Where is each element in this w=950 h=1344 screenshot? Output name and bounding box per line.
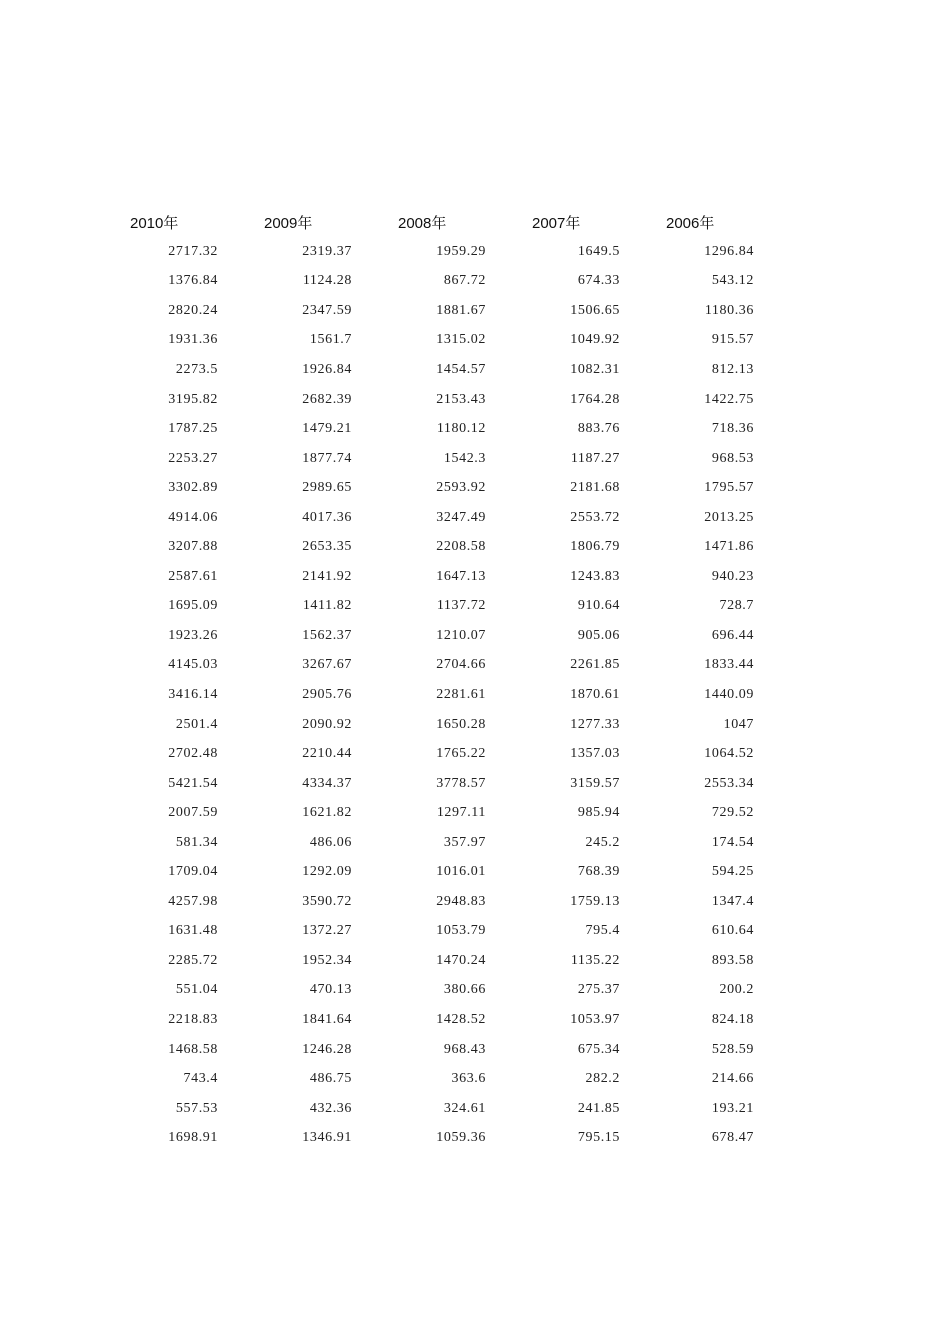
table-cell: 1881.67 [436,302,486,318]
table-cell: 357.97 [443,834,486,850]
table-cell: 910.64 [577,598,620,614]
table-row [0,651,950,681]
table-cell: 1053.97 [570,1011,620,1027]
table-cell: 470.13 [309,982,352,998]
table-cell: 812.13 [711,361,754,377]
table-cell: 795.4 [585,923,620,939]
table-cell: 5421.54 [168,775,218,791]
table-cell: 1926.84 [302,361,352,377]
table-cell: 245.2 [585,834,620,850]
table-cell: 363.6 [451,1071,486,1087]
table-row [0,739,950,769]
table-cell: 1468.58 [168,1041,218,1057]
table-cell: 1357.03 [570,746,620,762]
table-cell: 3247.49 [436,509,486,525]
table-cell: 2208.58 [436,539,486,555]
table-cell: 2820.24 [168,302,218,318]
table-cell: 193.21 [711,1100,754,1116]
table-cell: 2319.37 [302,243,352,259]
table-cell: 1124.28 [302,273,352,289]
table-cell: 2007.59 [168,805,218,821]
table-row [0,1005,950,1035]
table-row [0,1064,950,1094]
table-cell: 1440.09 [704,686,754,702]
table-cell: 1454.57 [436,361,486,377]
table-cell: 2285.72 [168,952,218,968]
table-cell: 985.94 [577,805,620,821]
table-row [0,473,950,503]
table-row [0,1035,950,1065]
table-cell: 2553.34 [704,775,754,791]
table-cell: 968.43 [443,1041,486,1057]
table-cell: 2501.4 [175,716,218,732]
table-cell: 2261.85 [570,657,620,673]
table-row [0,798,950,828]
table-cell: 1759.13 [570,893,620,909]
table-cell: 743.4 [183,1071,218,1087]
table-cell: 1470.24 [436,952,486,968]
table-cell: 3159.57 [570,775,620,791]
table-cell: 1650.28 [436,716,486,732]
table-row [0,710,950,740]
table-cell: 1059.36 [436,1130,486,1146]
table-cell: 4017.36 [302,509,352,525]
table-cell: 1631.48 [168,923,218,939]
table-cell: 678.47 [711,1130,754,1146]
table-cell: 528.59 [711,1041,754,1057]
table-cell: 2181.68 [570,480,620,496]
table-cell: 557.53 [175,1100,218,1116]
table-cell: 968.53 [711,450,754,466]
table-cell: 1372.27 [302,923,352,939]
table-cell: 1621.82 [302,805,352,821]
table-cell: 1292.09 [302,864,352,880]
table-row [0,355,950,385]
table-cell: 1376.84 [168,273,218,289]
table-cell: 4914.06 [168,509,218,525]
table-cell: 1296.84 [704,243,754,259]
table-cell: 2347.59 [302,302,352,318]
table-cell: 728.7 [719,598,754,614]
table-cell: 940.23 [711,568,754,584]
table-cell: 1315.02 [436,332,486,348]
table-cell: 3590.72 [302,893,352,909]
table-row [0,267,950,297]
header-row [0,207,950,237]
table-cell: 324.61 [443,1100,486,1116]
table-cell: 1709.04 [168,864,218,880]
column-header-2007: 2007年 [532,214,581,232]
table-body [0,237,950,1153]
table-cell: 486.06 [309,834,352,850]
table-cell: 1647.13 [436,568,486,584]
table-cell: 795.15 [577,1130,620,1146]
table-cell: 1180.12 [436,421,486,437]
table-cell: 2281.61 [436,686,486,702]
table-cell: 200.2 [719,982,754,998]
table-cell: 1833.44 [704,657,754,673]
table-row [0,503,950,533]
table-cell: 2218.83 [168,1011,218,1027]
table-row [0,857,950,887]
table-cell: 275.37 [577,982,620,998]
data-table [0,207,950,1153]
table-cell: 675.34 [577,1041,620,1057]
table-cell: 1931.36 [168,332,218,348]
table-row [0,296,950,326]
table-cell: 1082.31 [570,361,620,377]
table-cell: 4334.37 [302,775,352,791]
table-cell: 1923.26 [168,627,218,643]
table-cell: 1243.83 [570,568,620,584]
table-cell: 696.44 [711,627,754,643]
table-cell: 2153.43 [436,391,486,407]
table-cell: 2948.83 [436,893,486,909]
table-cell: 241.85 [577,1100,620,1116]
table-cell: 1765.22 [436,746,486,762]
table-row [0,976,950,1006]
table-cell: 1506.65 [570,302,620,318]
table-cell: 883.76 [577,421,620,437]
table-row [0,444,950,474]
table-cell: 1277.33 [570,716,620,732]
table-cell: 1422.75 [704,391,754,407]
table-cell: 1137.72 [436,598,486,614]
table-row [0,385,950,415]
table-cell: 1542.3 [443,450,486,466]
table-cell: 1841.64 [302,1011,352,1027]
column-header-2006: 2006年 [666,214,715,232]
table-cell: 282.2 [585,1071,620,1087]
table-cell: 674.33 [577,273,620,289]
table-cell: 1877.74 [302,450,352,466]
table-row [0,621,950,651]
table-cell: 4145.03 [168,657,218,673]
table-cell: 3302.89 [168,480,218,496]
table-cell: 1187.27 [570,450,620,466]
table-row [0,946,950,976]
table-cell: 718.36 [711,421,754,437]
table-cell: 1471.86 [704,539,754,555]
column-header-2010: 2010年 [130,214,179,232]
table-cell: 1649.5 [577,243,620,259]
table-cell: 1959.29 [436,243,486,259]
table-cell: 1870.61 [570,686,620,702]
table-cell: 2717.32 [168,243,218,259]
table-cell: 2905.76 [302,686,352,702]
table-row [0,887,950,917]
table-cell: 1795.57 [704,480,754,496]
table-cell: 2253.27 [168,450,218,466]
table-cell: 729.52 [711,805,754,821]
table-cell: 1180.36 [704,302,754,318]
table-cell: 1806.79 [570,539,620,555]
table-row [0,828,950,858]
table-cell: 867.72 [443,273,486,289]
table-cell: 581.34 [175,834,218,850]
table-cell: 1246.28 [302,1041,352,1057]
table-cell: 2682.39 [302,391,352,407]
table-row [0,917,950,947]
table-cell: 2210.44 [302,746,352,762]
table-cell: 2593.92 [436,480,486,496]
table-cell: 2989.65 [302,480,352,496]
table-row [0,414,950,444]
table-cell: 905.06 [577,627,620,643]
table-row [0,562,950,592]
table-cell: 1297.11 [436,805,486,821]
table-cell: 1698.91 [168,1130,218,1146]
table-cell: 3778.57 [436,775,486,791]
column-header-2008: 2008年 [398,214,447,232]
table-cell: 1346.91 [302,1130,352,1146]
table-cell: 1562.37 [302,627,352,643]
table-cell: 824.18 [711,1011,754,1027]
table-cell: 594.25 [711,864,754,880]
table-cell: 174.54 [711,834,754,850]
table-cell: 610.64 [711,923,754,939]
table-cell: 1561.7 [309,332,352,348]
table-cell: 1016.01 [436,864,486,880]
table-cell: 1764.28 [570,391,620,407]
table-cell: 1347.4 [711,893,754,909]
table-cell: 1047 [723,716,754,732]
table-row [0,1123,950,1153]
table-cell: 768.39 [577,864,620,880]
table-cell: 3416.14 [168,686,218,702]
table-row [0,592,950,622]
table-cell: 1210.07 [436,627,486,643]
table-cell: 214.66 [711,1071,754,1087]
table-cell: 2090.92 [302,716,352,732]
table-row [0,532,950,562]
table-cell: 915.57 [711,332,754,348]
table-cell: 1049.92 [570,332,620,348]
table-cell: 1695.09 [168,598,218,614]
table-cell: 1064.52 [704,746,754,762]
table-cell: 2273.5 [175,361,218,377]
table-cell: 1787.25 [168,421,218,437]
table-cell: 1411.82 [302,598,352,614]
table-cell: 3195.82 [168,391,218,407]
table-cell: 3207.88 [168,539,218,555]
table-cell: 543.12 [711,273,754,289]
table-cell: 2553.72 [570,509,620,525]
table-cell: 2653.35 [302,539,352,555]
table-cell: 551.04 [175,982,218,998]
table-cell: 4257.98 [168,893,218,909]
table-row [0,326,950,356]
table-cell: 3267.67 [302,657,352,673]
table-cell: 2702.48 [168,746,218,762]
table-row [0,1094,950,1124]
table-cell: 2141.92 [302,568,352,584]
table-cell: 893.58 [711,952,754,968]
table-cell: 1952.34 [302,952,352,968]
table-cell: 432.36 [309,1100,352,1116]
table-cell: 486.75 [309,1071,352,1087]
table-cell: 2013.25 [704,509,754,525]
table-cell: 1135.22 [570,952,620,968]
table-cell: 380.66 [443,982,486,998]
table-cell: 2587.61 [168,568,218,584]
table-cell: 2704.66 [436,657,486,673]
table-row [0,680,950,710]
table-row [0,769,950,799]
column-header-2009: 2009年 [264,214,313,232]
table-cell: 1053.79 [436,923,486,939]
table-cell: 1428.52 [436,1011,486,1027]
table-row [0,237,950,267]
table-cell: 1479.21 [302,421,352,437]
